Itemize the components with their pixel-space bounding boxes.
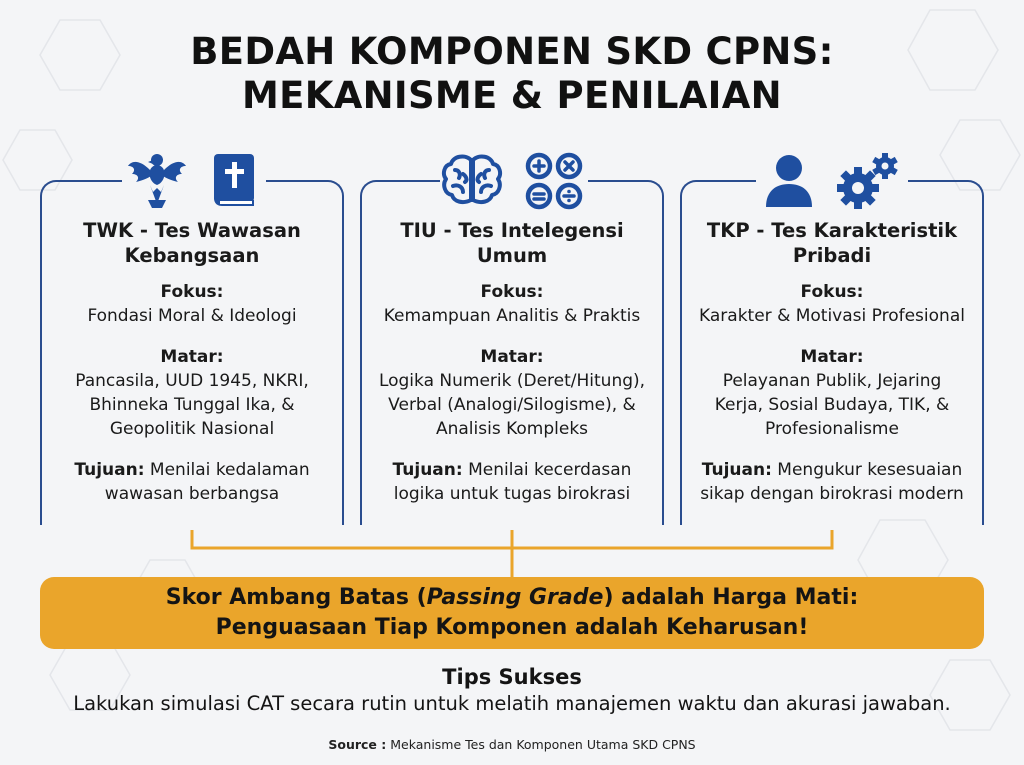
matar-line: Pelayanan Publik, Jejaring	[722, 371, 942, 391]
card-body	[360, 218, 664, 506]
card-tkp	[680, 180, 984, 525]
matar-label: Matar:	[800, 347, 864, 367]
tujuan-label: Tujuan:	[701, 460, 772, 480]
card-body	[40, 218, 344, 506]
matar-line: Profesionalisme	[765, 419, 899, 439]
person-icon	[764, 153, 814, 209]
card-title-line-2: Kebangsaan	[124, 244, 260, 267]
fokus-label: Fokus:	[480, 282, 544, 302]
card-icons	[680, 150, 984, 212]
passing-grade-banner	[40, 577, 984, 649]
tujuan-line-1	[360, 458, 664, 482]
card-icons	[40, 150, 344, 212]
fokus-text: Karakter & Motivasi Profesional	[699, 306, 965, 326]
tujuan-text: Mengukur kesesuaian	[777, 460, 963, 480]
tujuan-label: Tujuan:	[392, 460, 463, 480]
fokus-text: Kemampuan Analitis & Praktis	[383, 306, 641, 326]
tujuan-text: Menilai kecerdasan	[468, 460, 632, 480]
banner-line-1	[40, 583, 984, 613]
banner-text-b: ) adalah Harga Mati:	[603, 585, 859, 610]
calculator-icon	[525, 152, 583, 210]
tujuan-line-1	[40, 458, 344, 482]
matar-line: Bhinneka Tunggal Ika, &	[89, 395, 295, 415]
bible-icon	[210, 152, 258, 210]
brain-icon	[441, 154, 503, 208]
card-icons	[360, 150, 664, 212]
matar-label: Matar:	[480, 347, 544, 367]
tujuan-label: Tujuan:	[74, 460, 145, 480]
fokus-label: Fokus:	[160, 282, 224, 302]
garuda-icon	[126, 152, 188, 210]
card-twk	[40, 180, 344, 525]
matar-line: Verbal (Analogi/Silogisme), &	[388, 395, 636, 415]
matar-line: Analisis Kompleks	[435, 419, 589, 439]
card-title-line-1: TWK - Tes Wawasan	[83, 219, 301, 242]
card-title	[680, 218, 984, 268]
card-title-line-1: TIU - Tes Intelegensi	[400, 219, 624, 242]
tujuan-line-2: sikap dengan birokrasi modern	[700, 484, 964, 504]
matar-label: Matar:	[160, 347, 224, 367]
fokus-label: Fokus:	[800, 282, 864, 302]
matar-line: Kerja, Sosial Budaya, TIK, &	[714, 395, 950, 415]
banner-text-italic: Passing Grade	[426, 585, 604, 610]
tips-text: Lakukan simulasi CAT secara rutin untuk melatih manajemen waktu dan akurasi jawaban.	[73, 692, 951, 715]
banner-line-2: Penguasaan Tiap Komponen adalah Keharusan!	[215, 615, 809, 640]
matar-line: Geopolitik Nasional	[109, 419, 275, 439]
fokus-text: Fondasi Moral & Ideologi	[87, 306, 297, 326]
tips-title: Tips Sukses	[442, 665, 582, 689]
tujuan-text: Menilai kedalaman	[149, 460, 310, 480]
title-line-1: BEDAH KOMPONEN SKD CPNS:	[190, 30, 834, 73]
card-title-line-1: TKP - Tes Karakteristik	[706, 219, 958, 242]
gears-icon	[836, 152, 900, 210]
tujuan-line-1	[680, 458, 984, 482]
source-text: Mekanisme Tes dan Komponen Utama SKD CPNS	[390, 737, 696, 752]
tujuan-line-2: logika untuk tugas birokrasi	[393, 484, 631, 504]
banner-text-a: Skor Ambang Batas (	[165, 585, 427, 610]
source-label: Source :	[328, 737, 387, 752]
source-note	[0, 736, 1024, 754]
tujuan-line-2: wawasan berbangsa	[104, 484, 280, 504]
card-body	[680, 218, 984, 506]
card-tiu	[360, 180, 664, 525]
title-line-2: MEKANISME & PENILAIAN	[242, 74, 782, 117]
page-title	[0, 30, 1024, 118]
matar-line: Pancasila, UUD 1945, NKRI,	[75, 371, 309, 391]
card-title	[360, 218, 664, 268]
card-title-line-2: Pribadi	[792, 244, 872, 267]
matar-line: Logika Numerik (Deret/Hitung),	[378, 371, 646, 391]
card-title	[40, 218, 344, 268]
card-title-line-2: Umum	[476, 244, 548, 267]
